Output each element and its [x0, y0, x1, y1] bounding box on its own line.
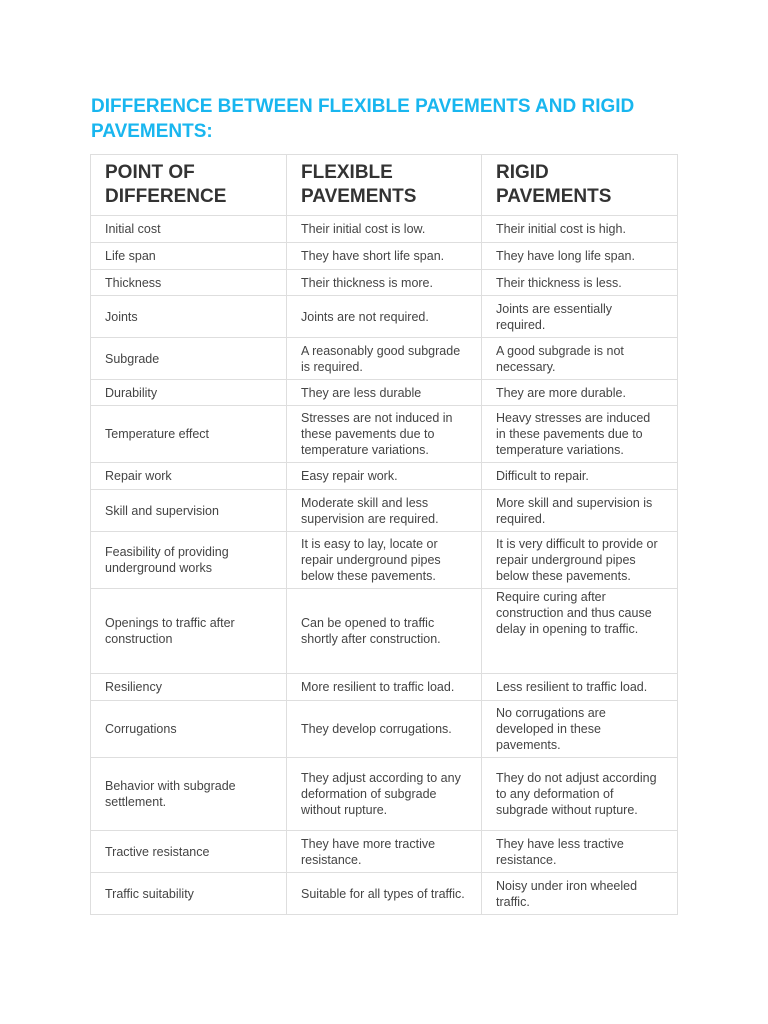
cell-point: Temperature effect [91, 406, 287, 463]
table-row [91, 532, 678, 589]
cell-point: Feasibility of providing underground works [91, 532, 287, 589]
table-row [91, 831, 678, 873]
table-header-row [91, 155, 678, 216]
table-row [91, 758, 678, 831]
table-row [91, 216, 678, 243]
cell-flexible: More resilient to traffic load. [287, 674, 482, 701]
cell-rigid: Less resilient to traffic load. [482, 674, 678, 701]
cell-flexible: A reasonably good subgrade is required. [287, 338, 482, 380]
cell-point: Durability [91, 380, 287, 406]
cell-rigid: A good subgrade is not necessary. [482, 338, 678, 380]
cell-flexible: They have more tractive resistance. [287, 831, 482, 873]
cell-flexible: They are less durable [287, 380, 482, 406]
cell-point: Traffic suitability [91, 873, 287, 915]
cell-rigid: Require curing after construction and thus cause delay in opening to traffic. [482, 589, 678, 674]
cell-rigid: Heavy stresses are induced in these pavements due to temperature variations. [482, 406, 678, 463]
cell-flexible: Joints are not required. [287, 296, 482, 338]
cell-rigid: Joints are essentially required. [482, 296, 678, 338]
cell-rigid: No corrugations are developed in these pavements. [482, 701, 678, 758]
table-row [91, 463, 678, 490]
cell-point: Skill and supervision [91, 490, 287, 532]
cell-flexible: They adjust according to any deformation of subgrade without rupture. [287, 758, 482, 831]
cell-rigid: Their initial cost is high. [482, 216, 678, 243]
table-row [91, 406, 678, 463]
cell-point: Thickness [91, 270, 287, 296]
comparison-table [90, 154, 678, 915]
table-row [91, 380, 678, 406]
cell-flexible: Easy repair work. [287, 463, 482, 490]
cell-point: Joints [91, 296, 287, 338]
cell-flexible: They have short life span. [287, 243, 482, 270]
table-row [91, 674, 678, 701]
cell-flexible: Suitable for all types of traffic. [287, 873, 482, 915]
cell-flexible: Their initial cost is low. [287, 216, 482, 243]
header-flexible-pavements: FLEXIBLE PAVEMENTS [287, 155, 482, 216]
cell-flexible: Their thickness is more. [287, 270, 482, 296]
header-rigid-pavements: RIGID PAVEMENTS [482, 155, 678, 216]
header-point-of-difference: POINT OF DIFFERENCE [91, 155, 287, 216]
table-row [91, 701, 678, 758]
cell-point: Openings to traffic after construction [91, 589, 287, 674]
table-body [91, 216, 678, 915]
cell-rigid: It is very difficult to provide or repair underground pipes below these pavements. [482, 532, 678, 589]
cell-rigid: Their thickness is less. [482, 270, 678, 296]
cell-rigid: They have long life span. [482, 243, 678, 270]
table-row [91, 490, 678, 532]
cell-point: Subgrade [91, 338, 287, 380]
cell-point: Tractive resistance [91, 831, 287, 873]
cell-rigid: They are more durable. [482, 380, 678, 406]
cell-rigid: Noisy under iron wheeled traffic. [482, 873, 678, 915]
cell-point: Behavior with subgrade settlement. [91, 758, 287, 831]
table-row [91, 270, 678, 296]
cell-point: Life span [91, 243, 287, 270]
cell-point: Resiliency [91, 674, 287, 701]
cell-point: Repair work [91, 463, 287, 490]
cell-flexible: It is easy to lay, locate or repair underground pipes below these pavements. [287, 532, 482, 589]
cell-rigid: They have less tractive resistance. [482, 831, 678, 873]
cell-rigid: They do not adjust according to any deformation of subgrade without rupture. [482, 758, 678, 831]
table-row [91, 243, 678, 270]
cell-rigid: More skill and supervision is required. [482, 490, 678, 532]
table-row [91, 873, 678, 915]
page-title: DIFFERENCE BETWEEN FLEXIBLE PAVEMENTS AND RIGID PAVEMENTS: [91, 96, 635, 142]
cell-point: Corrugations [91, 701, 287, 758]
table-row [91, 296, 678, 338]
cell-flexible: Can be opened to traffic shortly after construction. [287, 589, 482, 674]
cell-rigid: Difficult to repair. [482, 463, 678, 490]
table-row [91, 589, 678, 674]
cell-point: Initial cost [91, 216, 287, 243]
cell-flexible: Moderate skill and less supervision are required. [287, 490, 482, 532]
cell-flexible: They develop corrugations. [287, 701, 482, 758]
table-row [91, 338, 678, 380]
cell-flexible: Stresses are not induced in these pavements due to temperature variations. [287, 406, 482, 463]
